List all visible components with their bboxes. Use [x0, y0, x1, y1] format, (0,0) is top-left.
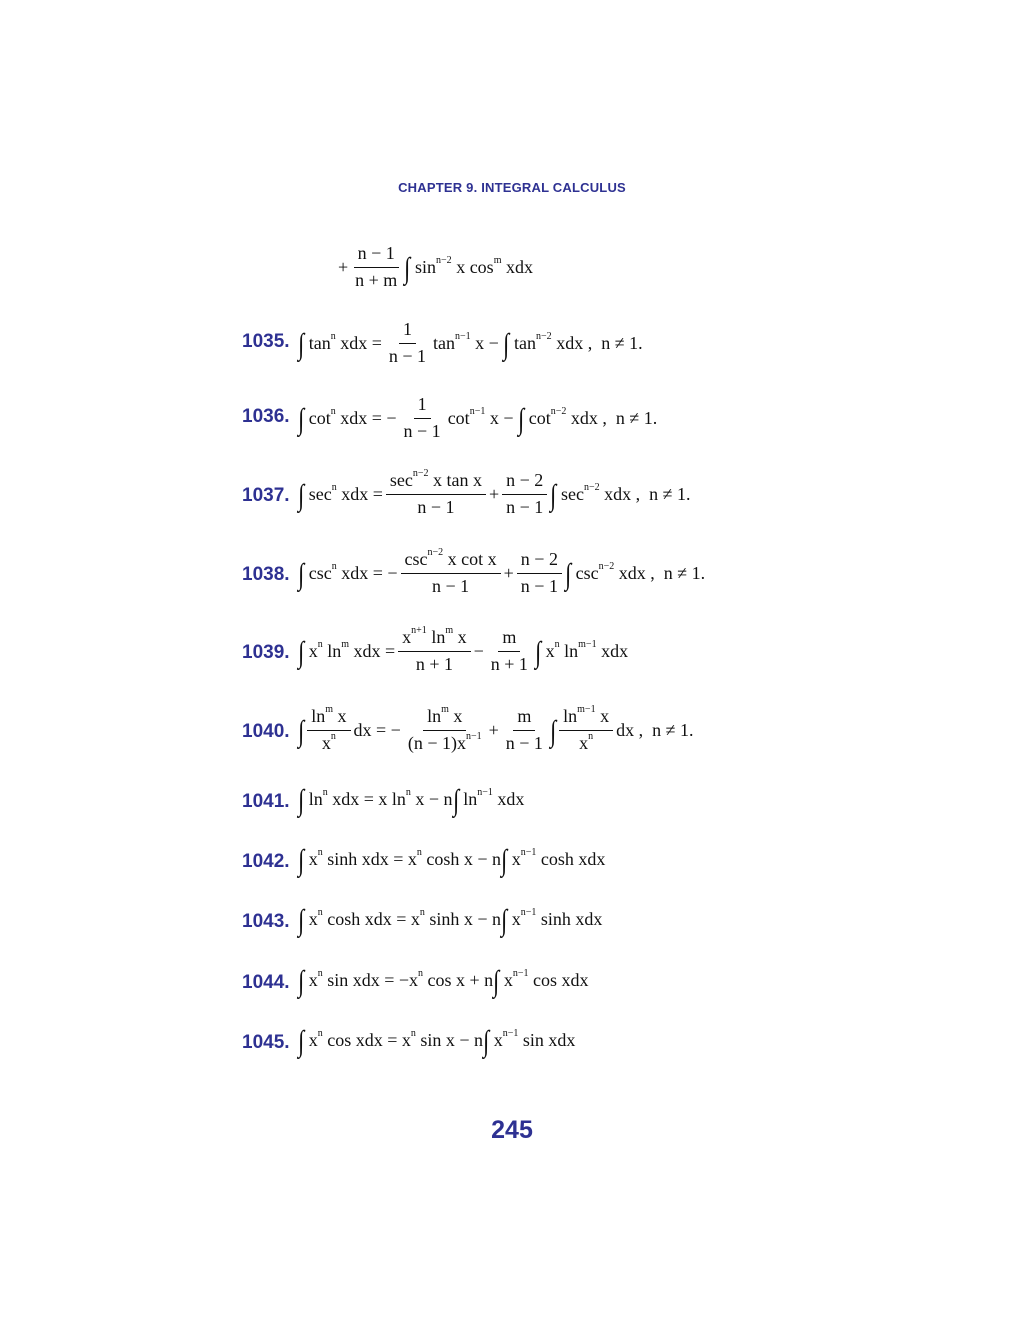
integral-sign-icon: ∫ — [518, 403, 525, 437]
integral-sign-icon: ∫ — [503, 328, 510, 362]
formula-1043: ∫ $x^n$ cosh xdx = $x^n$ sinh x − n ∫ $x^{n-1}$ sinh xdx — [298, 904, 603, 937]
integral-sign-icon: ∫ — [298, 784, 305, 817]
integral-sign-icon: ∫ — [404, 252, 411, 286]
formula-1039: ∫ $x^n$ $\ln^m$ xdx = $\frac{x^{n+1} \ln^m x}{n + 1}$ − $\frac{m}{n + 1}$ ∫ $x^n$ $\ln^{m-1}$ xdx — [298, 625, 629, 674]
integral-sign-icon: ∫ — [501, 904, 508, 937]
continuation-tail: x cos — [456, 256, 494, 277]
integral-sign-icon: ∫ — [501, 844, 508, 877]
integral-sign-icon: ∫ — [549, 715, 557, 749]
formula-1035: ∫ $\tan^n$ xdx = $\frac{1}{n - 1}$ $\tan^{n-1} x$ − ∫ $\tan^{n-2}$ xdx , n ≠ 1. — [298, 319, 643, 366]
numerator: n − 1 — [354, 244, 399, 268]
chapter-header: CHAPTER 9. INTEGRAL CALCULUS — [398, 180, 626, 195]
formula-1045: ∫ $x^n$ cos xdx = $x^n$ sin x − n ∫ $x^{n-1}$ sin xdx — [298, 1025, 576, 1058]
integral-sign-icon: ∫ — [298, 636, 305, 670]
integral-sign-icon: ∫ — [483, 1025, 490, 1058]
formula-number: 1041. — [242, 791, 290, 812]
integral-sign-icon: ∫ — [493, 965, 500, 998]
integral-sign-icon: ∫ — [298, 328, 305, 362]
formula-continuation: + $\frac{n - 1}{n + m}$ ∫ $\sin^{n-2} x$ $\cos^m$ xdx — [338, 243, 533, 290]
formula-1041: ∫ $\ln^n$ xdx = x $\ln^n x - n$ ∫ $\ln^{n-1}$ xdx — [298, 784, 525, 817]
formula-number: 1037. — [242, 485, 290, 506]
formula-number: 1042. — [242, 851, 290, 872]
formula-number: 1040. — [242, 721, 290, 742]
formula-1042: ∫ $x^n$ sinh xdx = $x^n$ cosh x − n ∫ $x^{n-1}$ cosh xdx — [298, 844, 606, 877]
formula-1036: ∫ $\cot^n$ xdx = − $\frac{1}{n - 1}$ $\cot^{n-1} x$ − ∫ $\cot^{n-2}$ xdx , n ≠ 1. — [298, 394, 658, 441]
formula-number: 1045. — [242, 1032, 290, 1053]
formula-number: 1035. — [242, 331, 290, 352]
formula-1038: ∫ $\csc^n$ xdx = − $\frac{\csc^{n-2} x \cot x}{n - 1}$ + $\frac{n - 2}{n - 1}$ ∫ $\csc^{n-2}$ xdx , n ≠ 1. — [298, 547, 706, 596]
formula-number: 1036. — [242, 406, 290, 427]
integral-sign-icon: ∫ — [550, 479, 557, 513]
formula-number: 1039. — [242, 642, 290, 663]
integral-sign-icon: ∫ — [298, 479, 305, 513]
integral-sign-icon: ∫ — [298, 965, 305, 998]
integral-sign-icon: ∫ — [452, 784, 459, 817]
formula-1040: ∫ $\frac{\ln^m x}{x^n}$ dx = − $\frac{\ln^m x}{(n - 1)x^{n-1}}$ + $\frac{m}{n - 1}$ ∫ $\frac{\ln^{m-1} x}{x^n}$ dx , n ≠ 1. — [298, 704, 694, 753]
formula-number: 1038. — [242, 564, 290, 585]
page-number: 245 — [491, 1116, 533, 1144]
integral-sign-icon: ∫ — [298, 403, 305, 437]
integral-sign-icon: ∫ — [298, 844, 305, 877]
formula-1037: ∫ $\sec^n$ xdx = $\frac{\sec^{n-2} x \tan x}{n - 1}$ + $\frac{n - 2}{n - 1}$ ∫ $\sec^{n-2}$ xdx , n ≠ 1. — [298, 468, 691, 517]
integral-sign-icon: ∫ — [298, 715, 305, 749]
integral-sign-icon: ∫ — [298, 558, 305, 592]
fraction — [351, 244, 401, 291]
formula-number: 1044. — [242, 972, 290, 993]
integral-sign-icon: ∫ — [298, 904, 305, 937]
integral-sign-icon: ∫ — [298, 1025, 305, 1058]
formula-number: 1043. — [242, 911, 290, 932]
formula-1044: ∫ $x^n$ sin xdx = $-x^n$ cos x + n ∫ $x^{n-1}$ cos xdx — [298, 965, 589, 998]
denominator: n + m — [355, 269, 398, 290]
integral-sign-icon: ∫ — [564, 558, 572, 592]
integral-sign-icon: ∫ — [534, 636, 542, 670]
